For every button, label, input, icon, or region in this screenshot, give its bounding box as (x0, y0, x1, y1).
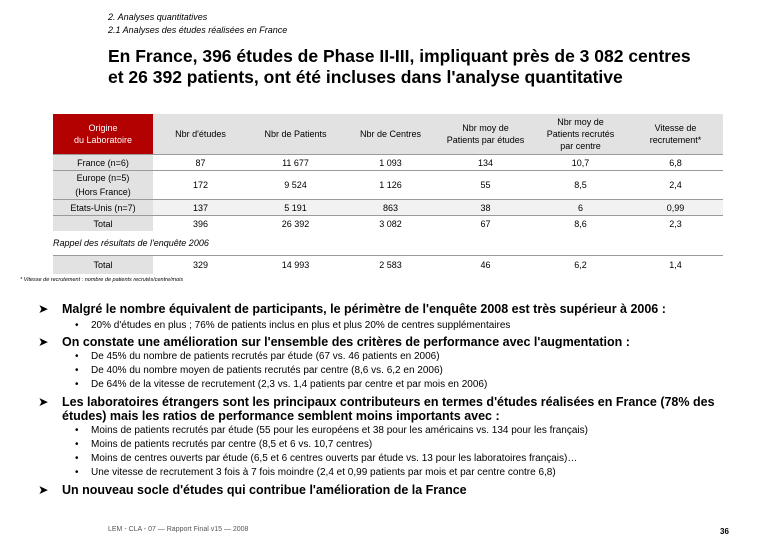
table-row (53, 200, 723, 216)
header-line: Patients par études (446, 135, 525, 145)
dot-bullet-icon: • (75, 439, 79, 450)
table-cell: 396 (153, 216, 248, 232)
dot-bullet-icon: • (75, 453, 79, 464)
table-cell: 172 (153, 171, 248, 200)
sub-bullet-text: Moins de centres ouverts par étude (6,5 et 6 centres ouverts par étude vs. 13 pour les laboratoires français)… (91, 453, 578, 464)
bullet-text: Un nouveau socle d'études qui contribue l'amélioration de la France (62, 483, 467, 497)
header-line: Vitesse de (654, 123, 697, 133)
table-cell: 14 993 (248, 256, 343, 275)
table-cell: 134 (438, 155, 533, 171)
header-origin-line-2: du Laboratoire (73, 135, 133, 145)
header-line: par centre (560, 141, 601, 151)
header-line: Nbr de Centres (359, 129, 422, 139)
sub-bullet-text: Moins de patients recrutés par centre (8,5 et 6 vs. 10,7 centres) (91, 439, 373, 450)
header-line: Nbr moy de (557, 117, 604, 127)
dot-bullet-icon: • (75, 365, 79, 376)
table-row-rappel (53, 256, 723, 275)
header-line: Nbr moy de (462, 123, 509, 133)
page-number: 36 (720, 527, 729, 536)
table-cell: 46 (438, 256, 533, 275)
header-cell (248, 114, 343, 155)
table-cell: 863 (343, 200, 438, 216)
breadcrumb-line-2: 2.1 Analyses des études réalisées en France (108, 25, 288, 35)
bullet-text: Les laboratoires étrangers sont les principaux contributeurs en termes d'études réalisées en France (78% des études) mais les ratios de performance semblent moins importants avec : (62, 395, 715, 423)
arrow-bullet-icon: ➤ (38, 483, 49, 497)
breadcrumb-line-1: 2. Analyses quantitatives (108, 12, 208, 22)
header-origin (53, 114, 153, 155)
row-label (53, 171, 153, 200)
sub-bullet-text: Moins de patients recrutés par étude (55 pour les européens et 38 pour les américains vs. 134 pour les français) (91, 425, 588, 436)
breadcrumb (108, 11, 287, 37)
header-line: Patients recrutés (546, 129, 615, 139)
table-cell: 6,2 (533, 256, 628, 275)
table-cell: 9 524 (248, 171, 343, 200)
table-cell: 0,99 (628, 200, 723, 216)
title-line-2: et 26 392 patients, ont été incluses dans l'analyse quantitative (108, 67, 623, 87)
row-label (53, 256, 153, 275)
table-cell: 137 (153, 200, 248, 216)
row-label-line: Etats-Unis (n=7) (70, 202, 136, 213)
dot-bullet-icon: • (75, 320, 79, 331)
table-cell: 2,3 (628, 216, 723, 232)
table-cell: 1,4 (628, 256, 723, 275)
arrow-bullet-icon: ➤ (38, 395, 49, 409)
sub-bullet-text: De 64% de la vitesse de recrutement (2,3 vs. 1,4 patients par centre et par mois en 2006) (91, 379, 488, 390)
header-cell (438, 114, 533, 155)
table-cell: 67 (438, 216, 533, 232)
table-cell: 3 082 (343, 216, 438, 232)
page-footer: LEM - CLA - 07 — Rapport Final v15 — 2008 (108, 526, 249, 533)
table-row (53, 171, 723, 200)
dot-bullet-icon: • (75, 467, 79, 478)
sub-bullet-text: De 45% du nombre de patients recrutés par étude (67 vs. 46 patients en 2006) (91, 351, 440, 362)
table-row (53, 155, 723, 171)
sub-bullet-text: 20% d'études en plus ; 76% de patients inclus en plus et plus 20% de centres supplémentaires (91, 320, 511, 331)
title-line-1: En France, 396 études de Phase II-III, impliquant près de 3 082 centres (108, 46, 691, 66)
dot-bullet-icon: • (75, 351, 79, 362)
table-row-total (53, 216, 723, 232)
bullet-text: Malgré le nombre équivalent de participants, le périmètre de l'enquête 2008 est très supérieur à 2006 : (62, 302, 666, 316)
table-cell: 10,7 (533, 155, 628, 171)
table-cell: 5 191 (248, 200, 343, 216)
row-label (53, 200, 153, 216)
table-cell: 55 (438, 171, 533, 200)
table-cell: 38 (438, 200, 533, 216)
results-table (53, 114, 723, 231)
rappel-label: Rappel des résultats de l'enquête 2006 (53, 238, 209, 248)
header-cell (628, 114, 723, 155)
header-line: Nbr de Patients (264, 129, 327, 139)
table-header-row (53, 114, 723, 155)
row-label-line: France (n=6) (77, 157, 129, 168)
row-label-line: Total (93, 218, 113, 229)
table-cell: 87 (153, 155, 248, 171)
table-cell: 1 093 (343, 155, 438, 171)
header-cell (533, 114, 628, 155)
table-cell: 8,6 (533, 216, 628, 232)
table-cell: 1 126 (343, 171, 438, 200)
table-cell: 2 583 (343, 256, 438, 275)
table-cell: 2,4 (628, 171, 723, 200)
sub-bullet-text: De 40% du nombre moyen de patients recrutés par centre (8,6 vs. 6,2 en 2006) (91, 365, 443, 376)
table-cell: 11 677 (248, 155, 343, 171)
header-line: Nbr d'études (175, 129, 226, 139)
page-title (108, 46, 768, 88)
table-cell: 329 (153, 256, 248, 275)
table-cell: 26 392 (248, 216, 343, 232)
header-line: recrutement* (649, 135, 702, 145)
row-label (53, 155, 153, 171)
dot-bullet-icon: • (75, 425, 79, 436)
header-origin-line-1: Origine (88, 123, 118, 133)
row-label-line: Total (93, 260, 113, 270)
row-label (53, 216, 153, 232)
row-label-line: Europe (n=5) (76, 173, 130, 183)
sub-bullet-text: Une vitesse de recrutement 3 fois à 7 fois moindre (2,4 et 0,99 patients par mois et par centre contre 6,8) (91, 467, 556, 478)
rappel-table (53, 255, 723, 274)
table-cell: 6 (533, 200, 628, 216)
row-label-line: (Hors France) (75, 187, 131, 197)
dot-bullet-icon: • (75, 379, 79, 390)
table-footnote: * Vitesse de recrutement : nombre de patients recrutés/centre/mois (20, 277, 184, 283)
arrow-bullet-icon: ➤ (38, 335, 49, 349)
arrow-bullet-icon: ➤ (38, 302, 49, 316)
header-cell (153, 114, 248, 155)
bullet-text: On constate une amélioration sur l'ensemble des critères de performance avec l'augmentation : (62, 335, 630, 349)
table-cell: 8,5 (533, 171, 628, 200)
table-cell: 6,8 (628, 155, 723, 171)
header-cell (343, 114, 438, 155)
